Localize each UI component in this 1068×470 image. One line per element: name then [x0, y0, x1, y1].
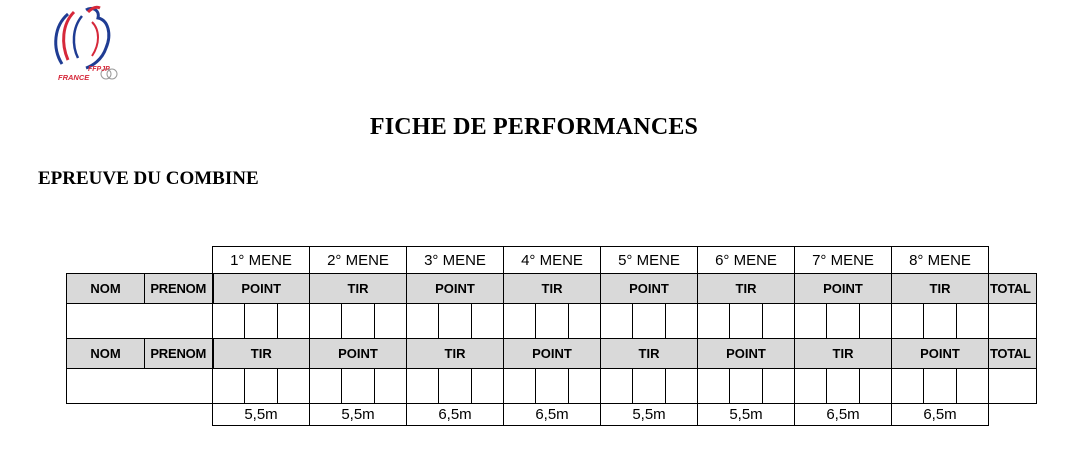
distance-label: 6,5m: [795, 404, 892, 426]
page-title: FICHE DE PERFORMANCES: [369, 114, 699, 140]
type-header: TIR: [213, 339, 310, 369]
distance-label: 5,5m: [213, 404, 310, 426]
type-header: POINT: [892, 339, 989, 369]
type-header: POINT: [407, 274, 504, 304]
score-cell[interactable]: [633, 304, 666, 339]
mene-header-row: [67, 247, 1037, 274]
prenom-entry-cell[interactable]: [145, 369, 213, 404]
logo-text-france: FRANCE: [58, 73, 90, 82]
score-cell[interactable]: [278, 304, 310, 339]
type-header: TIR: [892, 274, 989, 304]
score-cell[interactable]: [795, 304, 827, 339]
score-cell[interactable]: [698, 369, 730, 404]
type-header: POINT: [698, 339, 795, 369]
score-cell[interactable]: [957, 304, 989, 339]
score-cell[interactable]: [795, 369, 827, 404]
distance-label: 5,5m: [698, 404, 795, 426]
score-cell[interactable]: [924, 369, 957, 404]
ffpjp-rooster-logo: [48, 4, 118, 86]
score-cell[interactable]: [536, 369, 569, 404]
score-cell[interactable]: [245, 304, 278, 339]
score-cell[interactable]: [633, 369, 666, 404]
distance-label: 6,5m: [407, 404, 504, 426]
score-cell[interactable]: [439, 369, 472, 404]
type-header: TIR: [407, 339, 504, 369]
type-header: POINT: [795, 274, 892, 304]
mene-label: 7° MENE: [795, 247, 892, 274]
score-cell[interactable]: [569, 369, 601, 404]
mene-label: 8° MENE: [892, 247, 989, 274]
distance-label: 5,5m: [601, 404, 698, 426]
mene-label: 3° MENE: [407, 247, 504, 274]
nom-header: NOM: [67, 339, 145, 369]
mene-label: 6° MENE: [698, 247, 795, 274]
score-cell[interactable]: [472, 369, 504, 404]
type-header: TIR: [601, 339, 698, 369]
prenom-header: PRENOM: [145, 339, 213, 369]
prenom-entry-cell[interactable]: [145, 304, 213, 339]
score-cell[interactable]: [407, 369, 439, 404]
performance-table: [66, 246, 1037, 426]
score-cell[interactable]: [569, 304, 601, 339]
score-cell[interactable]: [375, 369, 407, 404]
score-cell[interactable]: [342, 304, 375, 339]
distance-label: 6,5m: [504, 404, 601, 426]
type-header: TIR: [795, 339, 892, 369]
score-cell[interactable]: [601, 369, 633, 404]
score-cell[interactable]: [924, 304, 957, 339]
total-entry-cell[interactable]: [989, 304, 1037, 339]
score-cell[interactable]: [342, 369, 375, 404]
score-cell[interactable]: [763, 304, 795, 339]
score-cell[interactable]: [407, 304, 439, 339]
section1-header-row: [67, 274, 1037, 304]
logo-text-ffpjp: FFPJP: [88, 66, 110, 73]
score-cell[interactable]: [472, 304, 504, 339]
mene-label: 1° MENE: [213, 247, 310, 274]
mene-label: 2° MENE: [310, 247, 407, 274]
nom-entry-cell[interactable]: [67, 304, 145, 339]
prenom-header: PRENOM: [145, 274, 213, 304]
score-cell[interactable]: [245, 369, 278, 404]
score-cell[interactable]: [601, 304, 633, 339]
type-header: POINT: [310, 339, 407, 369]
score-cell[interactable]: [536, 304, 569, 339]
score-cell[interactable]: [827, 369, 860, 404]
score-cell[interactable]: [827, 304, 860, 339]
total-entry-cell[interactable]: [989, 369, 1037, 404]
score-cell[interactable]: [504, 369, 536, 404]
distance-row: [67, 404, 1037, 426]
type-header: TIR: [310, 274, 407, 304]
score-cell[interactable]: [730, 369, 763, 404]
score-cell[interactable]: [730, 304, 763, 339]
type-header: POINT: [504, 339, 601, 369]
mene-label: 4° MENE: [504, 247, 601, 274]
nom-header: NOM: [67, 274, 145, 304]
section2-header-row: [67, 339, 1037, 369]
score-cell[interactable]: [278, 369, 310, 404]
total-header: TOTAL: [989, 274, 1037, 304]
score-cell[interactable]: [860, 304, 892, 339]
score-cell[interactable]: [860, 369, 892, 404]
type-header: POINT: [601, 274, 698, 304]
score-cell[interactable]: [213, 304, 245, 339]
score-cell[interactable]: [310, 369, 342, 404]
section1-entry-row: [67, 304, 1037, 339]
distance-label: 5,5m: [310, 404, 407, 426]
distance-label: 6,5m: [892, 404, 989, 426]
score-cell[interactable]: [439, 304, 472, 339]
score-cell[interactable]: [698, 304, 730, 339]
score-cell[interactable]: [763, 369, 795, 404]
mene-label: 5° MENE: [601, 247, 698, 274]
score-cell[interactable]: [892, 304, 924, 339]
section2-entry-row: [67, 369, 1037, 404]
score-cell[interactable]: [310, 304, 342, 339]
score-cell[interactable]: [504, 304, 536, 339]
score-cell[interactable]: [213, 369, 245, 404]
type-header: TIR: [698, 274, 795, 304]
page-subtitle: EPREUVE DU COMBINE: [38, 168, 259, 189]
type-header: POINT: [213, 274, 310, 304]
nom-entry-cell[interactable]: [67, 369, 145, 404]
score-cell[interactable]: [957, 369, 989, 404]
score-cell[interactable]: [666, 369, 698, 404]
total-header: TOTAL: [989, 339, 1037, 369]
score-cell[interactable]: [892, 369, 924, 404]
score-cell[interactable]: [666, 304, 698, 339]
score-cell[interactable]: [375, 304, 407, 339]
type-header: TIR: [504, 274, 601, 304]
